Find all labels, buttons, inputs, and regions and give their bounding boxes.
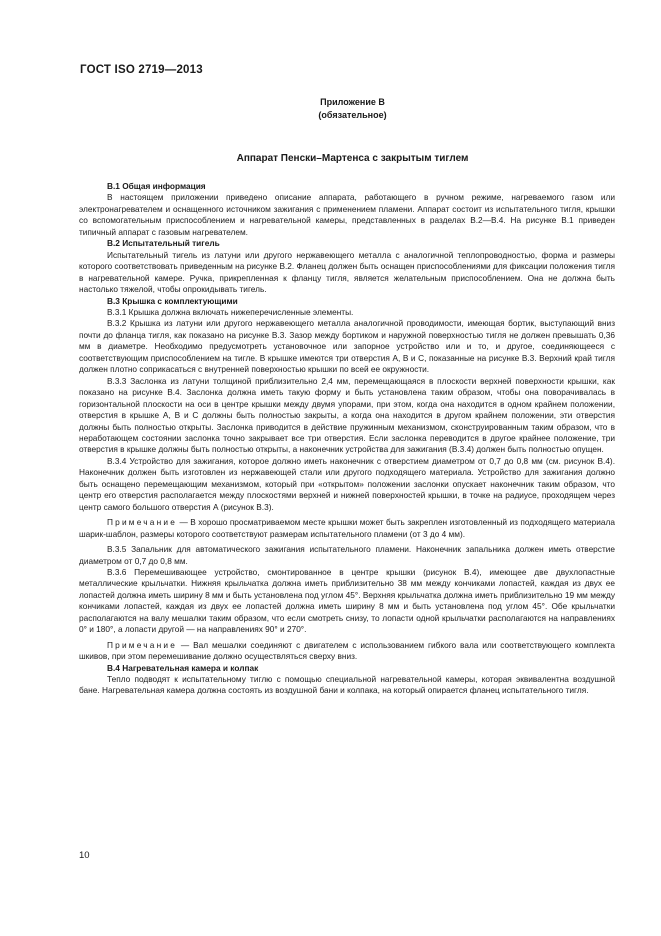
section-heading-b2: В.2 Испытательный тигель: [107, 238, 220, 249]
paragraph-b33: В.3.3 Заслонка из латуни толщиной приблизительно 2,4 мм, перемещающаяся в плоскости верхней поверхности крышки, как показано на рисунке В.4. Заслонка должна иметь такую форму и быть установлена таким образом, чтобы она поворачивалась в горизонтальной плоскости на оси в центре крышки между двумя упорами, при этом, когда она находится в одном крайнем положении, отверстия в крышке А, В и С должны быть полностью закрыты, а когда она находится в другом крайнем положении, эти отверстия должны быть полностью открыты. Заслонка приводится в действие пружинным механизмом, сконструированным таким образом, что в неработающем состоянии заслонка точно закрывает все три отверстия. Если заслонка переводится в другое крайнее положение, три отверстия в крышке должны быть полностью открыты, а наконечник устройства для зажигания (В.3.4) должен быть полностью опущен.: [79, 375, 615, 455]
annex-status: (обязательное): [318, 110, 387, 120]
document-body: [79, 181, 615, 697]
paragraph-b34: В.3.4 Устройство для зажигания, которое должно иметь наконечник с отверстием диаметром от 0,7 до 0,8 мм (см. рисунок В.4). Наконечник должен быть изготовлен из нержавеющей стали или другого подходящего материала. Устройство для зажигания должно быть оснащено перемещающим механизмом, который при «открытом» положении заслонки опускает наконечник таким образом, что центр его отверстия располагается между плоскостями верхней и нижней поверхностей крышки, в точке на радиусе, проходящем через центр самого большого отверстия А (рисунок В.3).: [79, 455, 615, 512]
section-heading-b1: В.1 Общая информация: [107, 181, 206, 191]
section-heading-b4: В.4 Нагревательная камера и колпак: [107, 662, 259, 673]
paragraph-b36: В.3.6 Перемешивающее устройство, смонтированное в центре крышки (рисунок В.4), имеющее две двухлопастные металлические крыльчатки. Нижняя крыльчатка должна иметь приблизительно 38 мм между кончиками лопастей, каждая из двух ее лопастей должна иметь ширину 8 мм и быть установлена под углом 45°. Верхняя крыльчатка должна иметь приблизительно 19 мм между кончиками лопастей, каждая из двух ее лопастей должна иметь ширину 8 мм и быть установлена под углом 45°. Обе крыльчатки располагаются на валу мешалки таким образом, что если смотреть снизу, то лопасти одной крыльчатки располагаются на направлениях 0° и 180°, а лопасти другой — на направлениях 90° и 270°.: [79, 566, 615, 635]
note-1-label: Примечание: [107, 517, 178, 528]
note-1: [79, 517, 615, 540]
paragraph-b1: В настоящем приложении приведено описание аппарата, работающего в ручном режиме, нагреваемого газом или электронагревателем и оснащенного источником зажигания с применением пламени. Аппарат состоит из испытательного тигля, крышки со вспомогательным приспособлением и нагревательной камеры, представленных в разделах В.2—В.4. На рисунке В.1 приведен типичный аппарат с газовым нагревателем.: [79, 192, 615, 237]
annex-block: [0, 96, 661, 122]
standard-header: ГОСТ ISO 2719—2013: [80, 64, 203, 76]
paragraph-b2: Испытательный тигель из латуни или другого нержавеющего металла с аналогичной теплопроводностью, форма и размеры которого соответствовать приведенным на рисунке В.2. Фланец должен быть оснащен приспособлениями для фиксации положения тигля в нагревательной камере. Ручка, прикрепленная к фланцу тигля, является желательным приспособлением. Она не должна быть настолько тяжелой, чтобы опрокидывать тигель.: [79, 249, 615, 295]
annex-label: Приложение В: [320, 97, 385, 107]
paragraph-b35: В.3.5 Запальник для автоматического зажигания испытательного пламени. Наконечник запальника должен иметь отверстие диаметром от 0,7 до 0,8 мм.: [79, 544, 615, 566]
paragraph-b4: Тепло подводят к испытательному тиглю с помощью специальной нагревательной камеры, которая эквивалентна воздушной бане. Нагревательная камера должна состоять из воздушной бани и колпака, на который опирается фланец испытательного тигля.: [79, 674, 615, 696]
note-2-text: — Вал мешалки соединяют с двигателем с использованием гибкого вала или соответствующего комплекта шкивов, при этом перемешивание должно осуществляться сверху вниз.: [79, 639, 615, 662]
note-2: [79, 640, 615, 663]
section-heading-b3: В.3 Крышка с комплектующими: [107, 295, 238, 306]
note-2-label: Примечание: [107, 639, 178, 650]
page-number: 10: [79, 850, 90, 861]
paragraph-b32: В.3.2 Крышка из латуни или другого нержавеющего металла аналогичной проводимости, имеющая бортик, выступающий вниз почти до фланца тигля, как показано на рисунке В.3. Зазор между бортиком и наружной поверхностью тигля не должен превышать 0,36 мм в диаметре. Необходимо предусмотреть установочное или запорное устройство или и то, и другое, соединяющееся с соответствующим приспособлением на тигле. В крышке имеются три отверстия А, В и С, показанные на рисунке В.3. Верхний край тигля должен плотно соприкасаться с внутренней поверхностью крышки по всей ее окружности.: [79, 318, 615, 375]
paragraph-b31: В.3.1 Крышка должна включать нижеперечисленные элементы.: [107, 306, 354, 317]
note-1-text: — В хорошо просматриваемом месте крышки может быть закреплен изготовленный из подходящего материала шарик-шаблон, размеры которого соответствуют размерам испытательного пламени (от 3 до 4 мм).: [79, 517, 615, 539]
document-title: Аппарат Пенски–Мартенса с закрытым тиглем: [236, 153, 469, 164]
